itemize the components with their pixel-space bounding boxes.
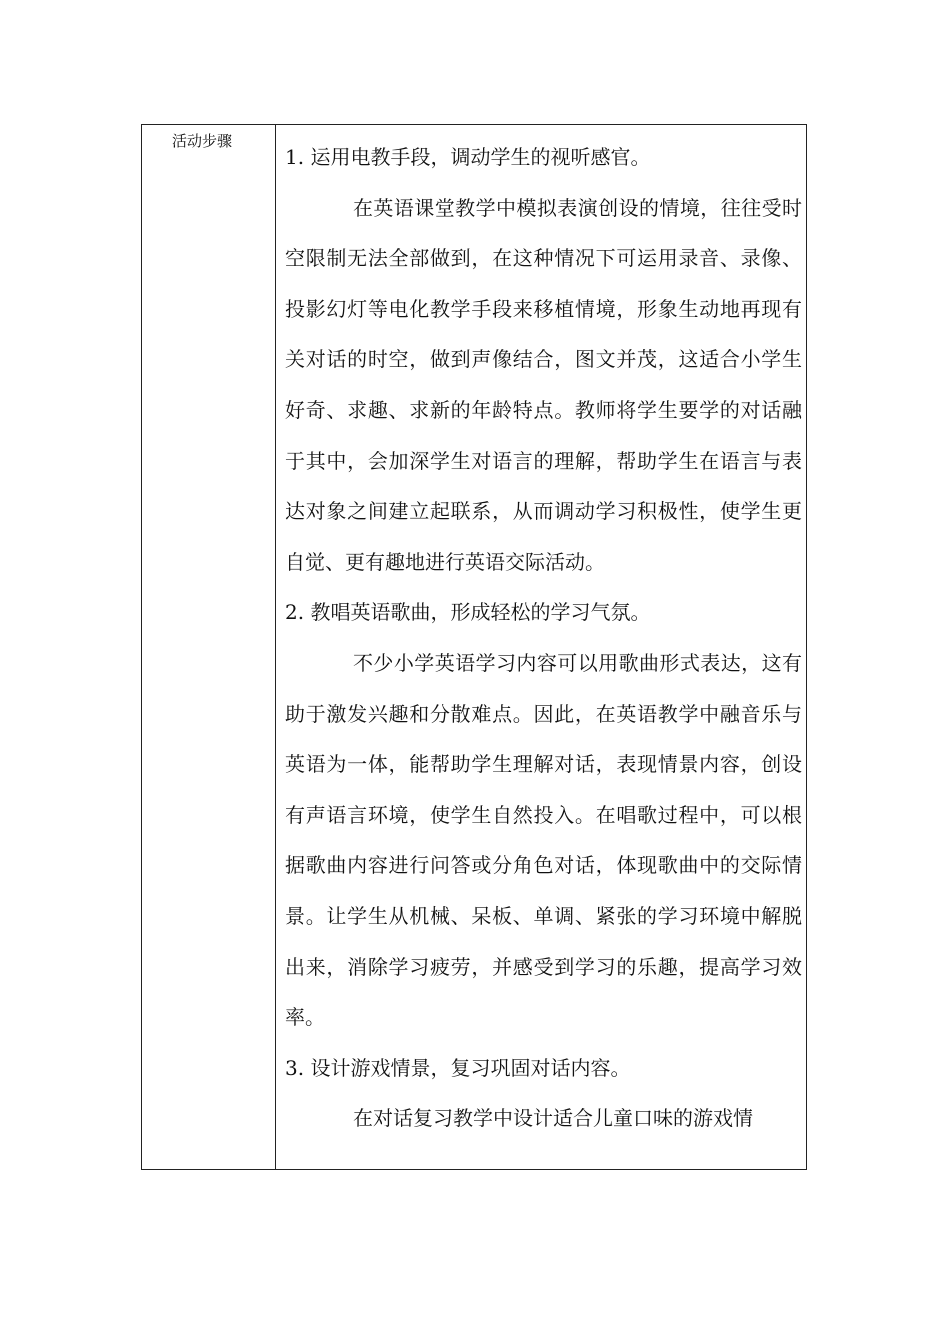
section-paragraph: 在对话复习教学中设计适合儿童口味的游戏情 — [353, 1106, 753, 1131]
section-heading: 1. 运用电教手段，调动学生的视听感官。 — [285, 145, 651, 169]
section-heading: 3. 设计游戏情景，复习巩固对话内容。 — [285, 1055, 631, 1080]
section-heading: 2. 教唱英语歌曲，形成轻松的学习气氛。 — [285, 600, 651, 625]
section-paragraph: 在英语课堂教学中模拟表演创设的情境，往往受时空限制无法全部做到，在这种情况下可运用录音、录像、投影幻灯等电化教学手段来移植情境，形象生动地再现有关对话的时空，做到声像结合，图文并茂，这适合小学生好奇、求趣、求新的年龄特点。教师将学生要学的对话融于其中，会加深学生对语言的理解，帮助学生在语言与表达对象之间建立起联系，从而调动学习积极性，使学生更自觉、更有趣地进行英语交际活动。 — [285, 195, 802, 574]
content-cell — [276, 125, 806, 1169]
label-cell — [142, 125, 276, 1169]
section-paragraph: 不少小学英语学习内容可以用歌曲形式表达，这有助于激发兴趣和分散难点。因此，在英语教学中融音乐与英语为一体，能帮助学生理解对话，表现情景内容，创设有声语言环境，使学生自然投入。在唱歌过程中，可以根据歌曲内容进行问答或分角色对话，体现歌曲中的交际情景。让学生从机械、呆板、单调、紧张的学习环境中解脱出来，消除学习疲劳，并感受到学习的乐趣，提高学习效率。 — [285, 650, 802, 1030]
content-text — [285, 132, 802, 1144]
activity-steps-label: 活动步骤 — [172, 132, 233, 150]
activity-table — [141, 124, 807, 1170]
